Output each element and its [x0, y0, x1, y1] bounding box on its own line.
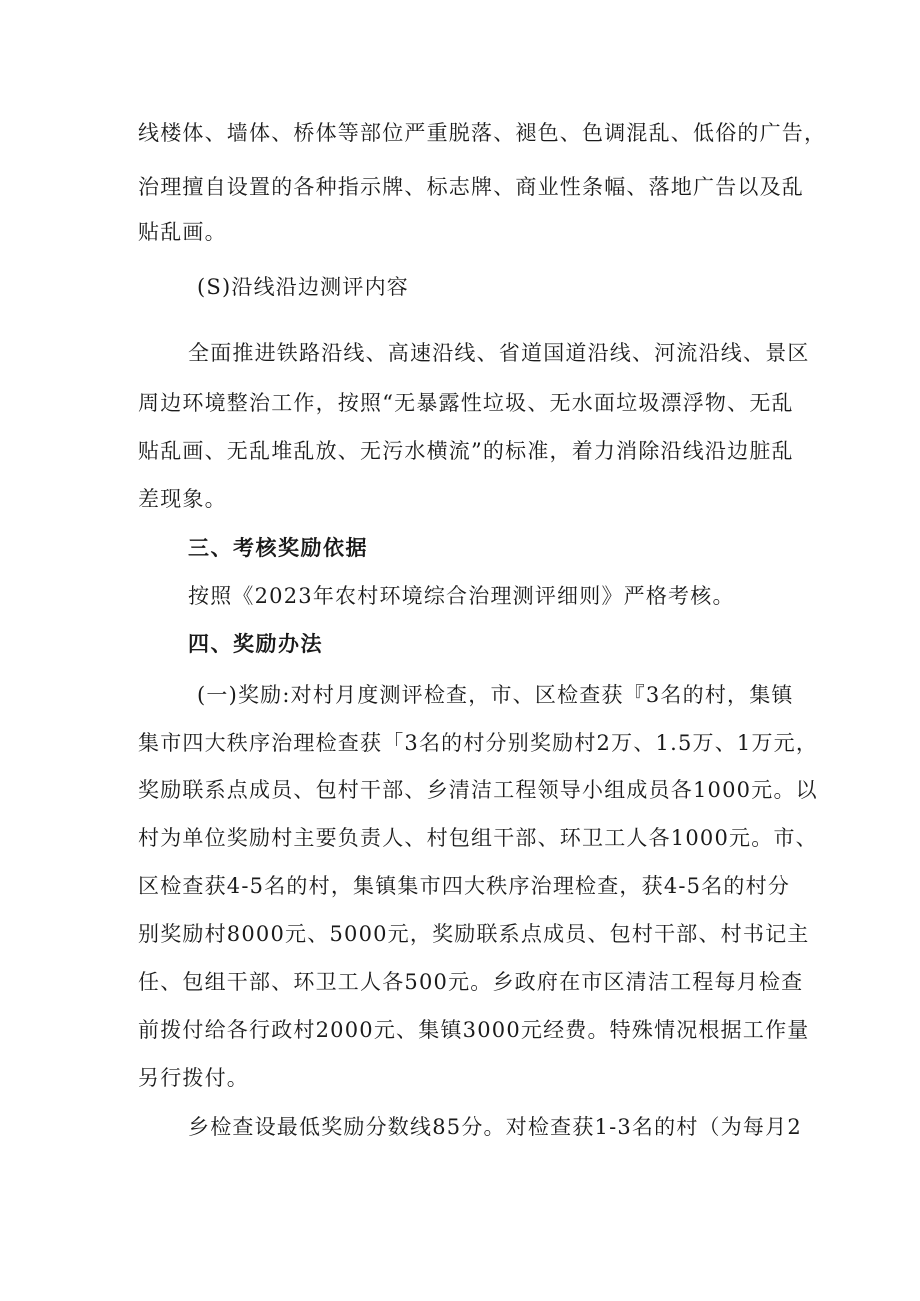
paragraph-line: 按照《2023年农村环境综合治理测评细则》严格考核。 [188, 584, 735, 608]
section-title: (S)沿线沿边测评内容 [197, 275, 409, 299]
paragraph-line: 线楼体、墙体、桥体等部位严重脱落、褪色、色调混乱、低俗的广告， [138, 121, 827, 145]
paragraph-line: 奖励联系点成员、包村干部、乡清洁工程领导小组成员各1000元。以 [138, 778, 818, 802]
paragraph-line: 贴乱画、无乱堆乱放、无污水横流”的标准，着力消除沿线沿边脏乱 [138, 439, 794, 463]
paragraph-line: 另行拨付。 [138, 1066, 249, 1090]
paragraph-line: 周边环境整治工作，按照“无暴露性垃圾、无水面垃圾漂浮物、无乱 [138, 391, 794, 415]
paragraph-line: 全面推进铁路沿线、高速沿线、省道国道沿线、河流沿线、景区 [188, 341, 810, 365]
paragraph-line: 别奖励村8000元、5000元，奖励联系点成员、包村干部、村书记主 [138, 922, 810, 946]
section-heading: 三、考核奖励依据 [188, 536, 368, 560]
section-heading: 四、奖励办法 [188, 632, 323, 656]
paragraph-line: 治理擅自设置的各种指示牌、标志牌、商业性条幅、落地广告以及乱 [138, 175, 804, 199]
paragraph-line: 乡检查设最低奖励分数线85分。对检查获1-3名的村（为每月2 [188, 1115, 802, 1139]
paragraph-line: 前拨付给各行政村2000元、集镇3000元经费。特殊情况根据工作量 [138, 1018, 810, 1042]
paragraph-line: 区检查获4-5名的村，集镇集市四大秩序治理检查，获4-5名的村分 [138, 874, 791, 898]
paragraph-line: (一)奖励:对村月度测评检查，市、区检查获『3名的村，集镇 [197, 683, 794, 707]
paragraph-line: 贴乱画。 [138, 220, 227, 244]
paragraph-line: 差现象。 [138, 487, 227, 511]
paragraph-line: 任、包组干部、环卫工人各500元。乡政府在市区清洁工程每月检查 [138, 970, 804, 994]
paragraph-line: 村为单位奖励村主要负责人、村包组干部、环卫工人各1000元。市、 [138, 826, 818, 850]
paragraph-line: 集市四大秩序治理检查获「3名的村分别奖励村2万、1.5万、1万元， [138, 731, 819, 755]
